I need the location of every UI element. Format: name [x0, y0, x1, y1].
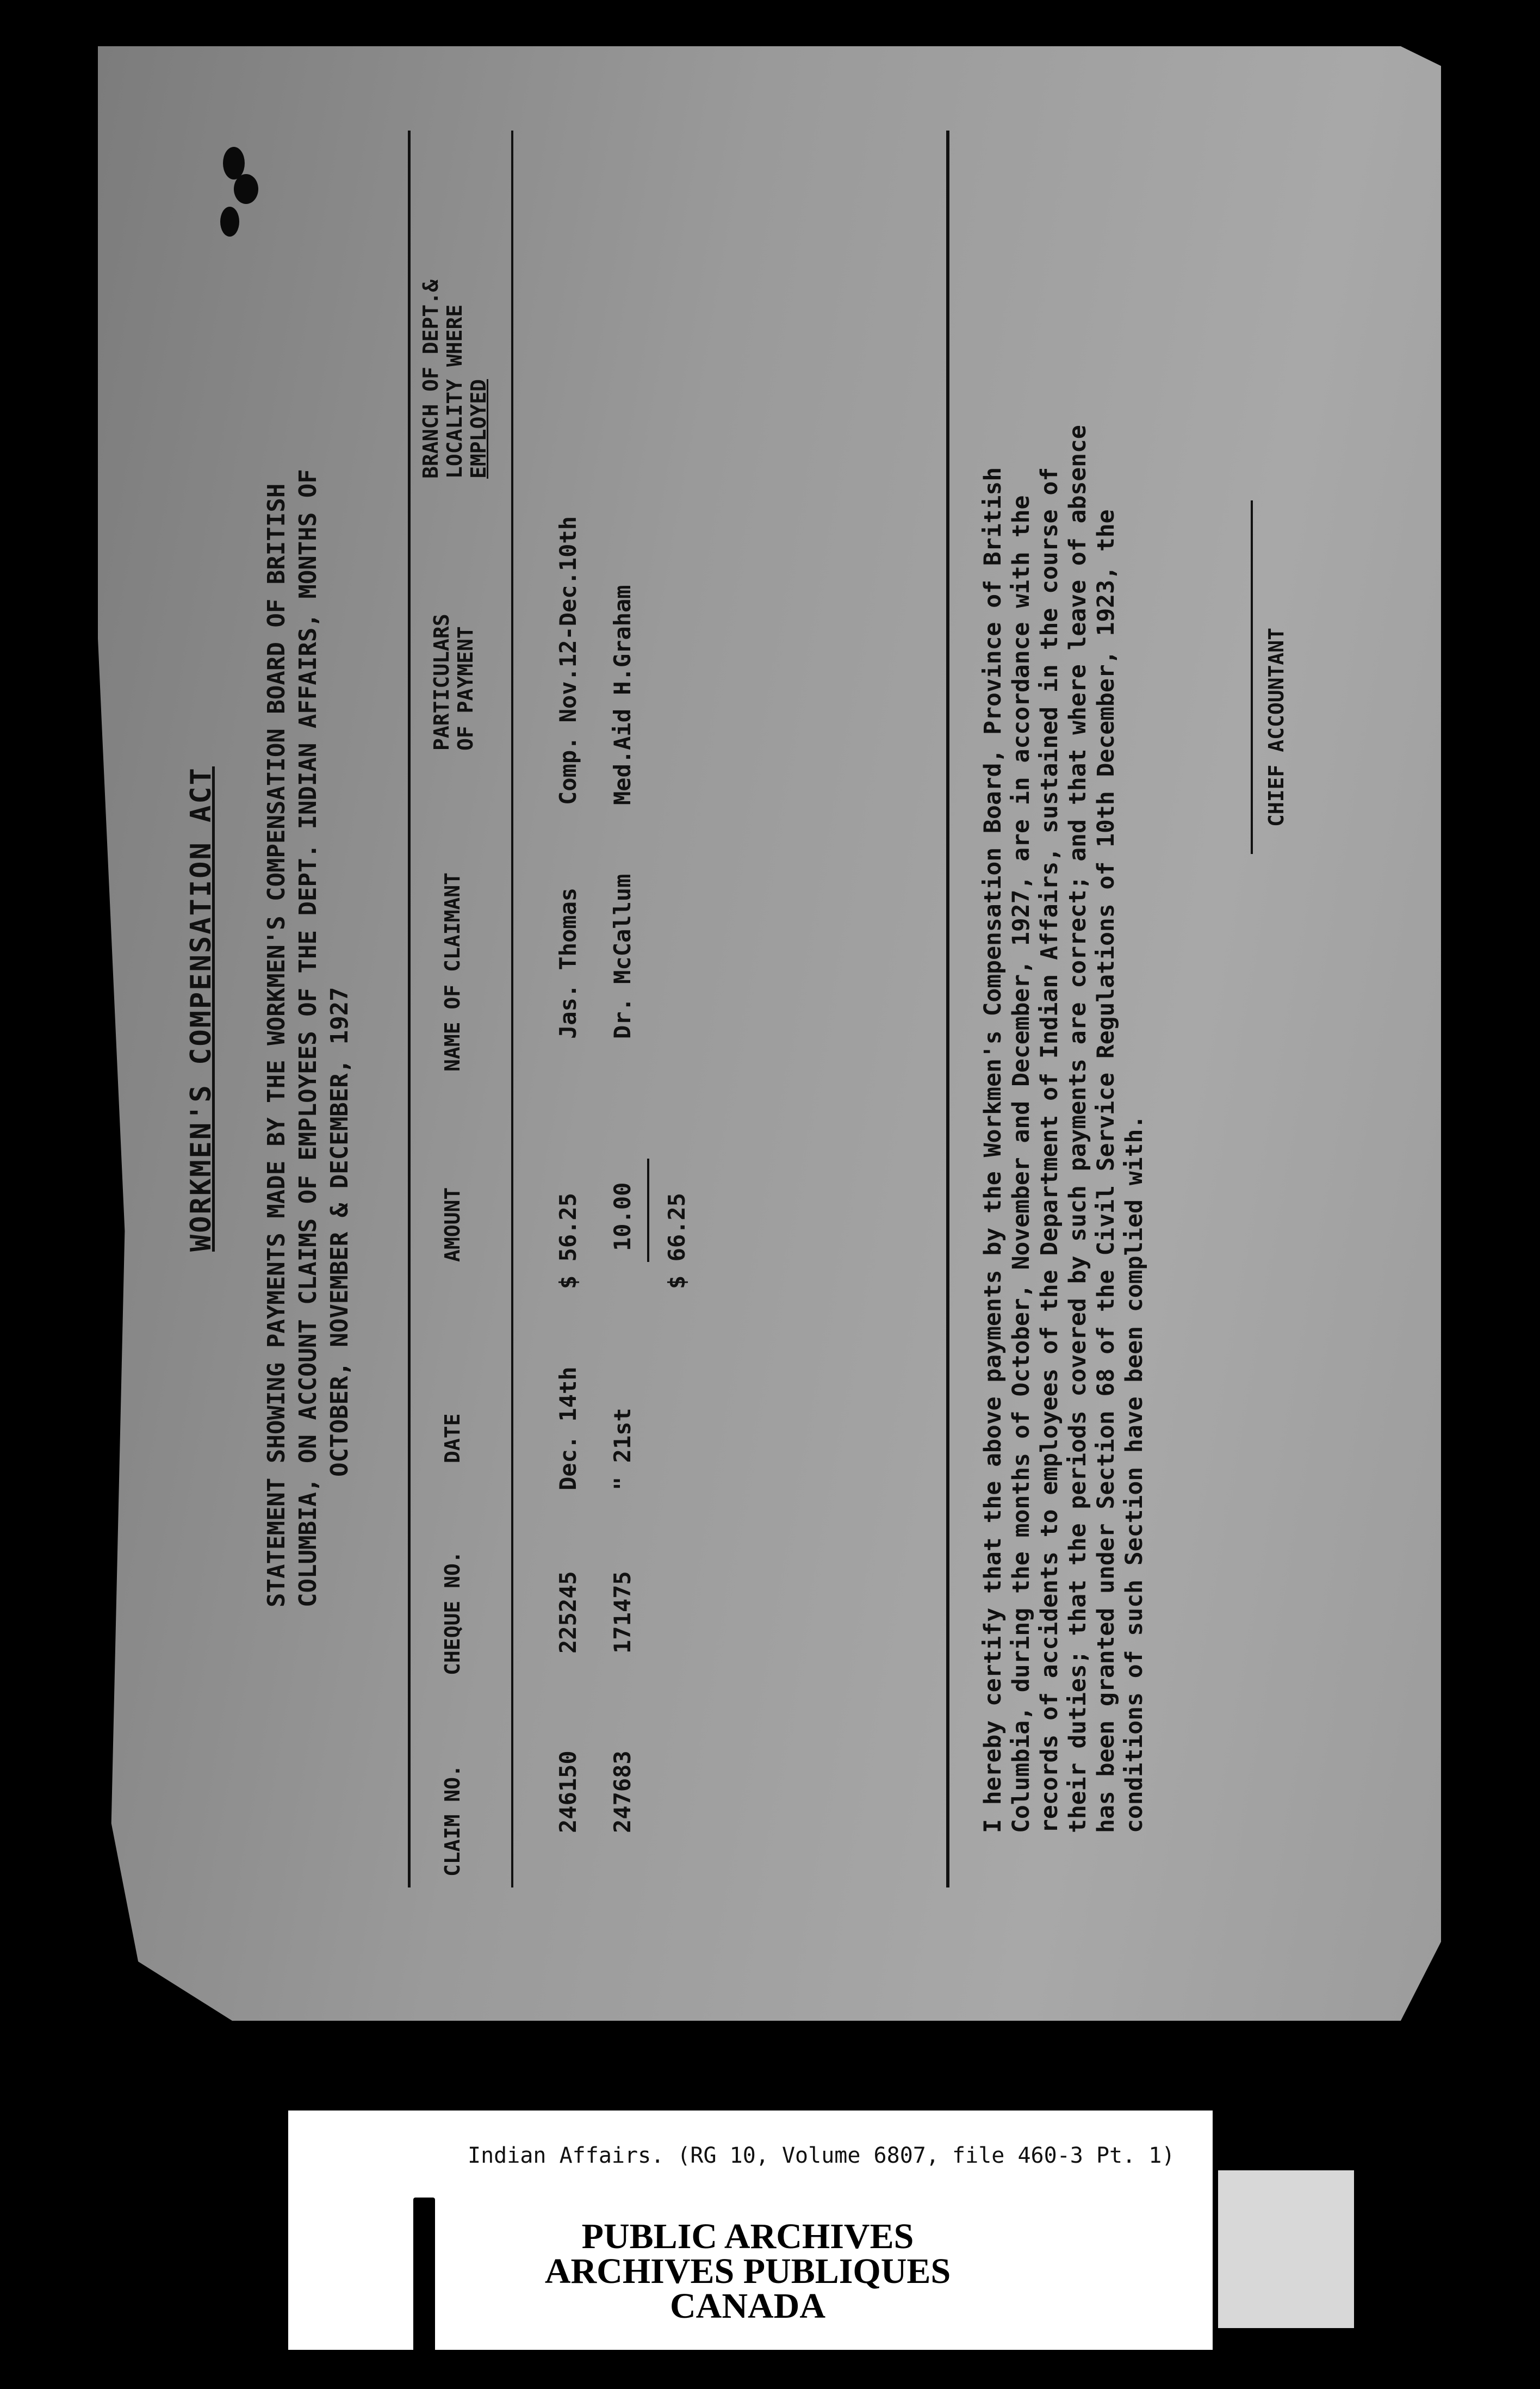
table-row: [609, 131, 647, 1887]
archive-line-1: PUBLIC ARCHIVES: [581, 2217, 914, 2256]
row-claimant: Dr. McCallum: [609, 874, 636, 1039]
archive-stamp: [381, 2219, 1115, 2324]
col-branch-1: BRANCH OF DEPT.&: [419, 279, 443, 479]
col-date: DATE: [440, 1413, 464, 1463]
col-cheque-no: CHEQUE NO.: [440, 1551, 464, 1675]
certification-text: [979, 256, 1148, 1833]
row-particulars: Med.Aid H.Graham: [609, 585, 636, 805]
archive-reference: Indian Affairs. (RG 10, Volume 6807, file 460-3 Pt. 1): [468, 2143, 1175, 2168]
certification-line-2: Columbia, during the months of October, November and December, 1927, are in accordance with the: [1008, 495, 1035, 1833]
archive-line-3: CANADA: [670, 2286, 825, 2326]
certification-line-5: has been granted under Section 68 of the Civil Service Regulations of 10th December, 1923, the: [1092, 509, 1120, 1833]
signature-title: CHIEF ACCOUNTANT: [1264, 627, 1288, 827]
row-claim: 246150: [555, 1750, 581, 1833]
total-row: [663, 131, 701, 1887]
rotated-document-content: [185, 131, 1288, 1887]
table-row: [555, 131, 593, 1887]
certification-line-1: I hereby certify that the above payments by the Workmen's Compensation Board, Province of British: [979, 467, 1007, 1833]
row-claimant: Jas. Thomas: [555, 887, 581, 1039]
row-amount: 10.00: [609, 1182, 636, 1251]
row-date: " 21st: [609, 1408, 636, 1490]
document-title: WORKMEN'S COMPENSATION ACT: [185, 766, 218, 1252]
table-header: [419, 131, 500, 1887]
col-claim-no: CLAIM NO.: [440, 1765, 464, 1877]
total-amount: $ 66.25: [663, 1192, 690, 1289]
certification-line-6: conditions of such Section have been complied with.: [1121, 1115, 1148, 1833]
certification-line-3: records of accidents to employees of the Department of Indian Affairs, sustained in the course of: [1036, 467, 1063, 1833]
signature-line: [1251, 500, 1253, 854]
statement-line-2: COLUMBIA, ON ACCOUNT CLAIMS OF EMPLOYEES OF THE DEPT. INDIAN AFFAIRS, MONTHS OF: [294, 469, 322, 1607]
header-top-rule: [408, 131, 411, 1887]
statement-line-1: STATEMENT SHOWING PAYMENTS MADE BY THE WORKMEN'S COMPENSATION BOARD OF BRITISH: [263, 483, 290, 1607]
statement-line-3: OCTOBER, NOVEMBER & DECEMBER, 1927: [326, 987, 353, 1477]
col-branch-2: LOCALITY WHERE: [443, 304, 467, 479]
col-branch-3: EMPLOYED: [467, 379, 490, 479]
row-claim: 247683: [609, 1750, 636, 1833]
header-bottom-rule: [511, 131, 513, 1887]
amount-subtotal-rule: [647, 1159, 649, 1262]
row-cheque: 225245: [555, 1571, 581, 1654]
statement-text: [261, 411, 356, 1607]
row-cheque: 171475: [609, 1571, 636, 1654]
col-claimant: NAME OF CLAIMANT: [440, 872, 464, 1072]
archive-line-2: ARCHIVES PUBLIQUES: [544, 2251, 951, 2291]
row-particulars: Comp. Nov.12-Dec.10th: [555, 516, 581, 805]
row-date: Dec. 14th: [555, 1366, 581, 1490]
table-bottom-rule: [946, 131, 949, 1887]
col-particulars-1: PARTICULARS: [430, 614, 454, 751]
col-particulars-2: OF PAYMENT: [454, 626, 477, 751]
document-heading: [185, 131, 356, 1887]
label-tab-right: [1218, 2170, 1354, 2328]
row-amount: $ 56.25: [555, 1192, 581, 1289]
certification-line-4: their duties; that the periods covered by such payments are correct; and that where leave of absence: [1064, 425, 1091, 1833]
col-amount: AMOUNT: [440, 1187, 464, 1262]
